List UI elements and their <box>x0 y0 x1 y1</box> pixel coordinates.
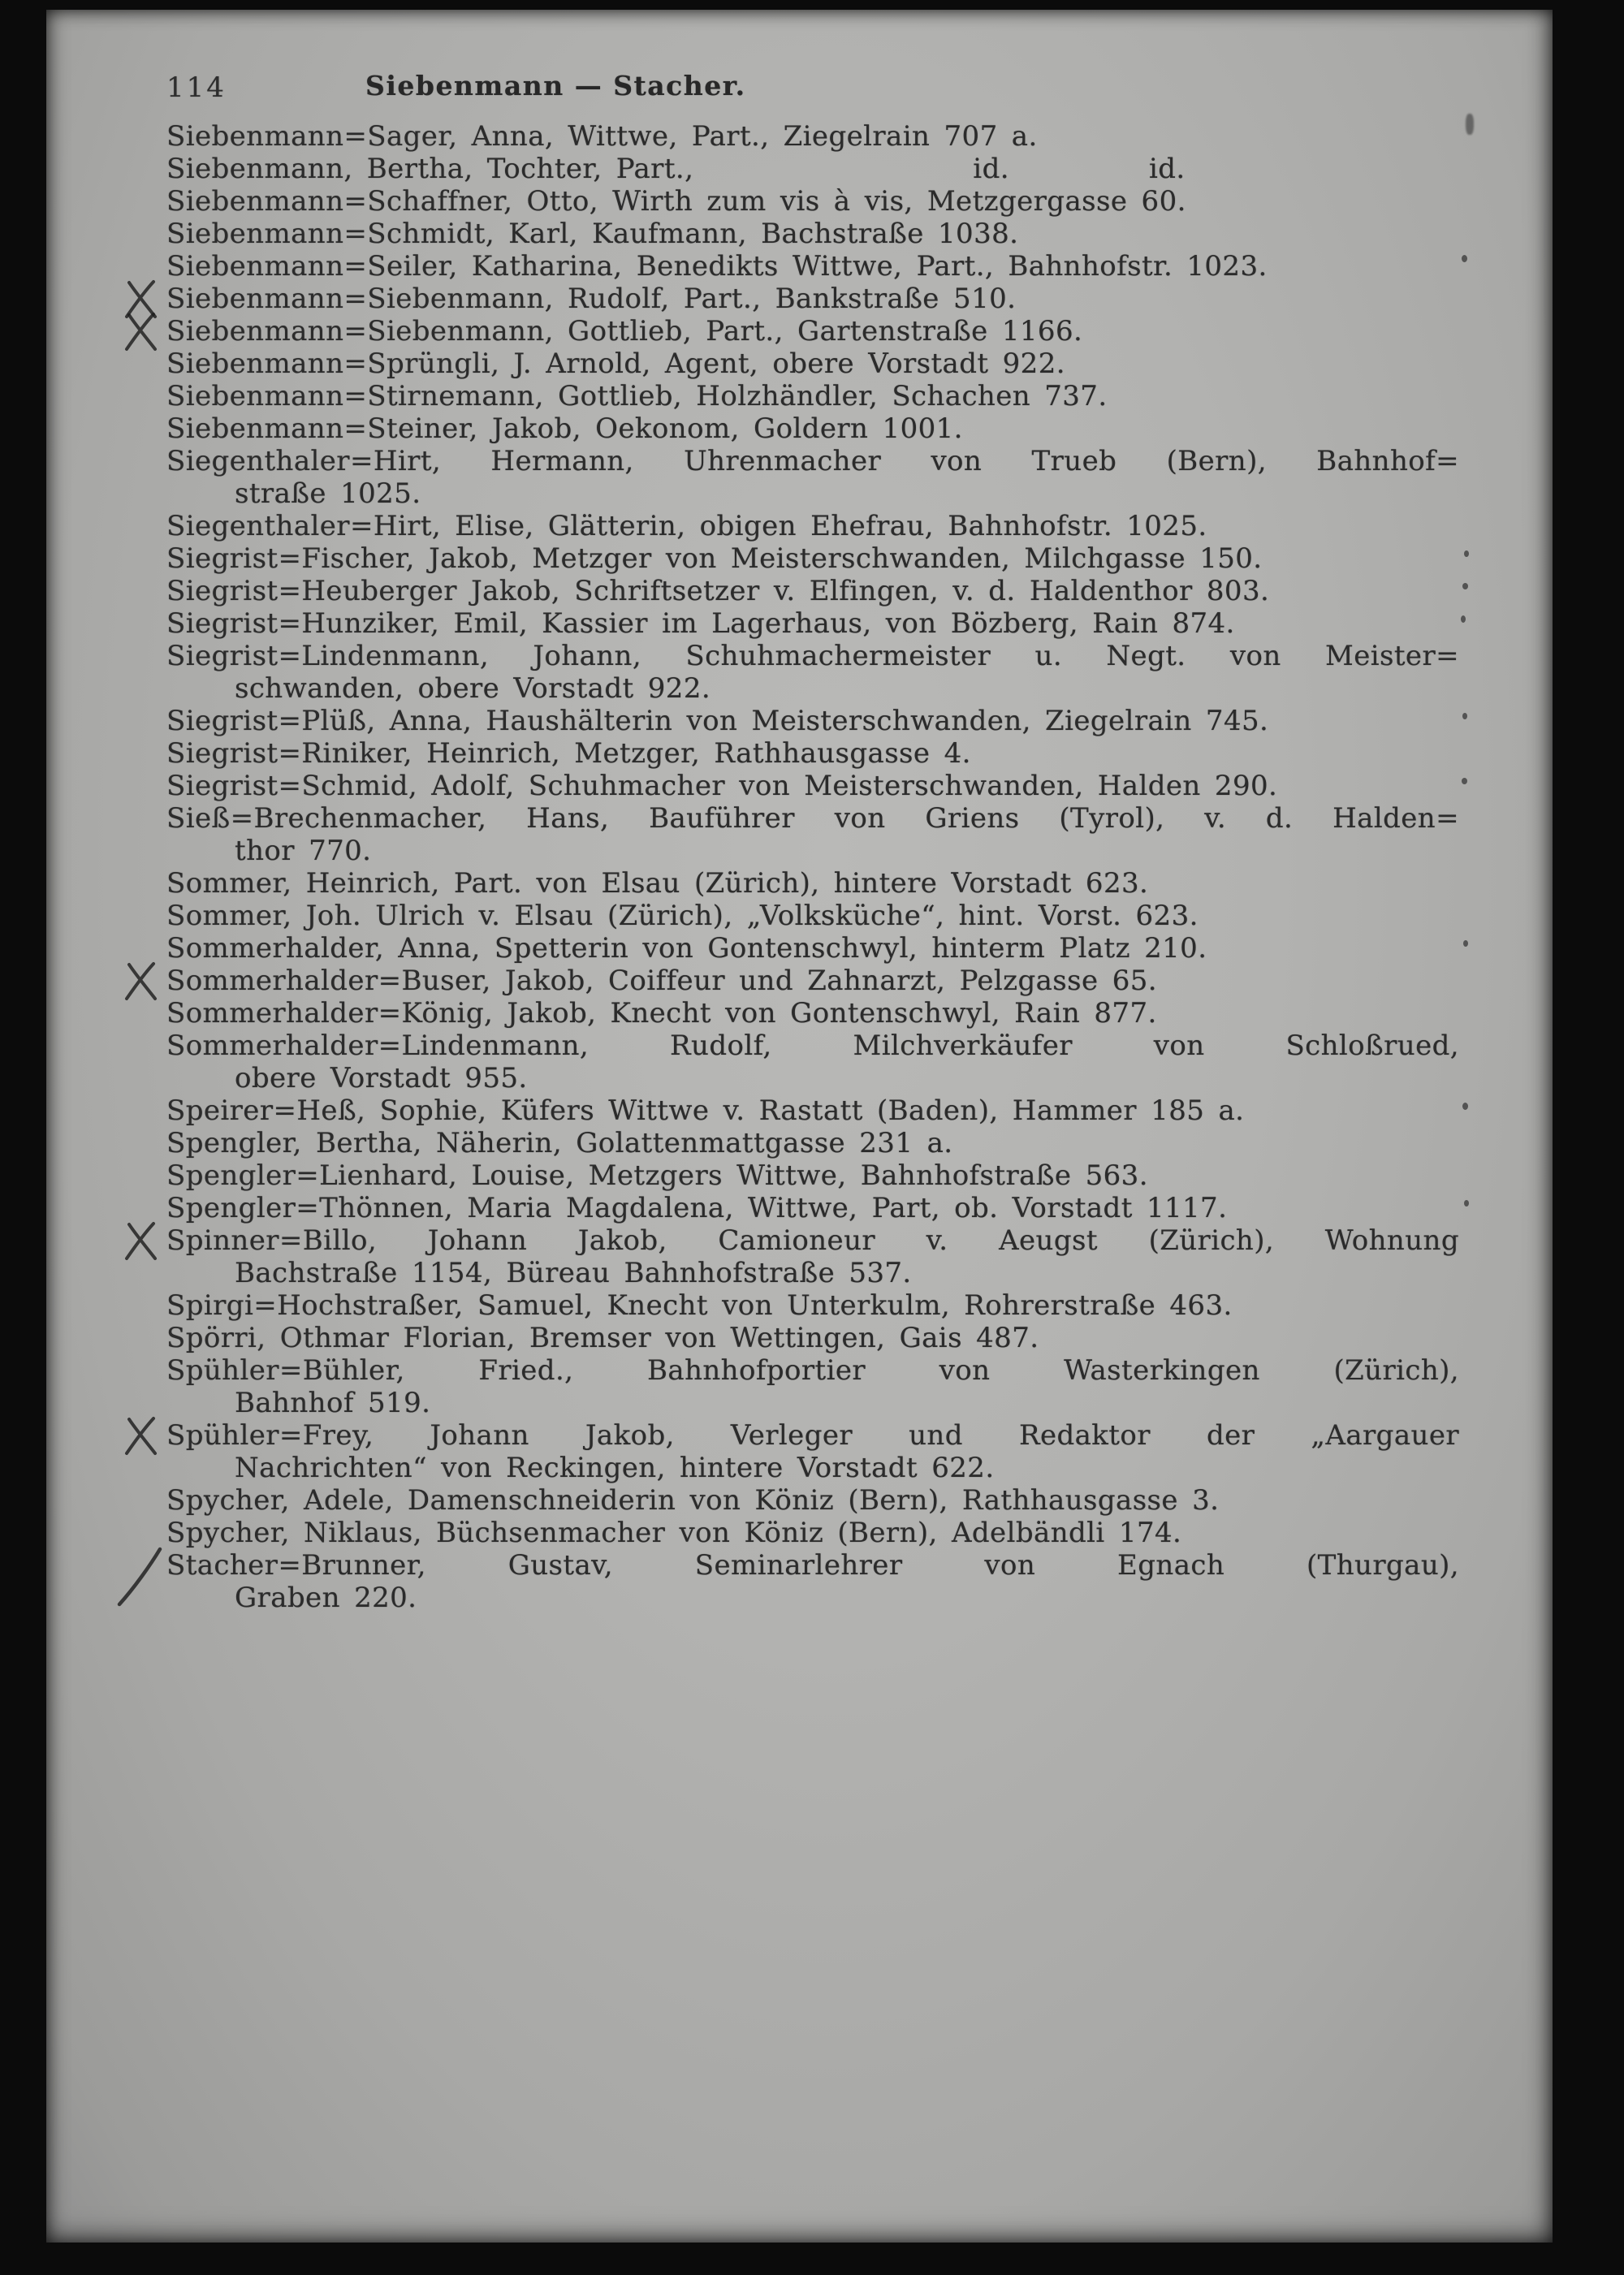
directory-entry <box>166 445 1459 510</box>
directory-entry <box>166 542 1459 575</box>
directory-entry <box>166 737 1459 770</box>
directory-entry <box>166 802 1459 867</box>
entry-line: Siebenmann=Stirnemann, Gottlieb, Holzhändler, Schachen 737. <box>166 380 1108 412</box>
entry-line: Spühler=Frey, Johann Jakob, Verleger und Redaktor der „Aargauer <box>166 1419 1459 1452</box>
entry-line: Siegenthaler=Hirt, Hermann, Uhrenmacher von Trueb (Bern), Bahnhof= <box>166 445 1459 477</box>
entry-line: Spühler=Bühler, Fried., Bahnhofportier von Wasterkingen (Zürich), <box>166 1354 1459 1387</box>
entry-line: thor 770. <box>235 835 372 867</box>
entry-line: Siebenmann=Seiler, Katharina, Benedikts Wittwe, Part., Bahnhofstr. 1023. <box>166 250 1268 283</box>
directory-entry <box>166 900 1459 932</box>
ink-speck <box>1462 583 1468 589</box>
entry-line: Graben 220. <box>235 1582 417 1614</box>
entry-line: Sommerhalder=Lindenmann, Rudolf, Milchverkäufer von Schloßrued, <box>166 1030 1459 1062</box>
handwritten-x-mark <box>123 311 160 355</box>
entry-line: Siegrist=Fischer, Jakob, Metzger von Meisterschwanden, Milchgasse 150. <box>166 542 1263 575</box>
entry-line: Spinner=Billo, Johann Jakob, Camioneur v. Aeugst (Zürich), Wohnung <box>166 1224 1459 1257</box>
entry-line: Siebenmann=Siebenmann, Rudolf, Part., Bankstraße 510. <box>166 283 1017 315</box>
ink-speck <box>1462 255 1467 262</box>
directory-entry <box>166 1517 1459 1549</box>
entry-line: Speirer=Heß, Sophie, Küfers Wittwe v. Rastatt (Baden), Hammer 185 a. <box>166 1094 1245 1127</box>
page-title: Siebenmann — Stacher. <box>365 70 746 101</box>
directory-entry <box>166 315 1459 348</box>
ink-speck <box>1464 1200 1469 1207</box>
directory-entry <box>166 770 1459 802</box>
entry-line: Sommerhalder=König, Jakob, Knecht von Gontenschwyl, Rain 877. <box>166 997 1157 1030</box>
directory-entry <box>166 120 1459 153</box>
directory-entry <box>166 997 1459 1030</box>
entry-line: Stacher=Brunner, Gustav, Seminarlehrer von Egnach (Thurgau), <box>166 1549 1459 1582</box>
directory-entry <box>166 575 1459 607</box>
ink-speck <box>1461 615 1466 623</box>
entry-line: Sommerhalder=Buser, Jakob, Coiffeur und Zahnarzt, Pelzgasse 65. <box>166 965 1157 997</box>
page-number: 114 <box>166 71 227 104</box>
directory-entry <box>166 153 1459 185</box>
entry-line: Siegrist=Plüß, Anna, Haushälterin von Meisterschwanden, Ziegelrain 745. <box>166 705 1269 737</box>
directory-entry <box>166 1549 1459 1614</box>
directory-entry <box>166 1289 1459 1322</box>
entry-line: Siegrist=Heuberger Jakob, Schriftsetzer v. Elfingen, v. d. Haldenthor 803. <box>166 575 1270 607</box>
entry-line: Spirgi=Hochstraßer, Samuel, Knecht von Unterkulm, Rohrerstraße 463. <box>166 1289 1233 1322</box>
directory-entry <box>166 607 1459 640</box>
paper-sheet <box>46 10 1553 2243</box>
page-header <box>166 70 1459 107</box>
directory-entry <box>166 1322 1459 1354</box>
entries <box>166 120 1459 1614</box>
directory-entry <box>166 185 1459 218</box>
directory-entry <box>166 1224 1459 1289</box>
entry-line: Nachrichten“ von Reckingen, hintere Vorstadt 622. <box>235 1452 995 1484</box>
directory-entry <box>166 250 1459 283</box>
directory-entry <box>166 1094 1459 1127</box>
directory-entry <box>166 1354 1459 1419</box>
entry-line: Siebenmann=Steiner, Jakob, Oekonom, Goldern 1001. <box>166 412 963 445</box>
directory-entry <box>166 1127 1459 1159</box>
directory-entry <box>166 412 1459 445</box>
handwritten-x-mark <box>123 278 160 322</box>
handwritten-x-mark <box>123 1220 160 1264</box>
margin-smudge <box>1466 114 1474 135</box>
directory-entry <box>166 1484 1459 1517</box>
entry-line: Bahnhof 519. <box>235 1387 431 1419</box>
entry-line: Sommer, Joh. Ulrich v. Elsau (Zürich), „Volksküche“, hint. Vorst. 623. <box>166 900 1199 932</box>
entry-line: schwanden, obere Vorstadt 922. <box>235 672 711 705</box>
ink-speck <box>1462 1103 1468 1110</box>
entry-line: obere Vorstadt 955. <box>235 1062 528 1094</box>
entry-line: Siegrist=Riniker, Heinrich, Metzger, Rathhausgasse 4. <box>166 737 971 770</box>
directory-entry <box>166 1030 1459 1094</box>
ink-speck <box>1462 713 1467 719</box>
entry-line: straße 1025. <box>235 477 421 510</box>
directory-entry <box>166 510 1459 542</box>
entry-line: Sommer, Heinrich, Part. von Elsau (Zürich), hintere Vorstadt 623. <box>166 867 1149 900</box>
entry-line: Spengler=Lienhard, Louise, Metzgers Wittwe, Bahnhofstraße 563. <box>166 1159 1148 1192</box>
directory-entry <box>166 380 1459 412</box>
directory-entry <box>166 1159 1459 1192</box>
directory-entry <box>166 640 1459 705</box>
directory-entry <box>166 867 1459 900</box>
entry-line: Siegrist=Schmid, Adolf, Schuhmacher von Meisterschwanden, Halden 290. <box>166 770 1278 802</box>
entry-line: Siebenmann=Schaffner, Otto, Wirth zum vis à vis, Metzgergasse 60. <box>166 185 1186 218</box>
entry-line: Siebenmann=Sprüngli, J. Arnold, Agent, obere Vorstadt 922. <box>166 348 1065 380</box>
entry-line: Siebenmann=Schmidt, Karl, Kaufmann, Bachstraße 1038. <box>166 218 1019 250</box>
entry-line: Bachstraße 1154, Büreau Bahnhofstraße 537. <box>235 1257 912 1289</box>
entry-line: Siegrist=Lindenmann, Johann, Schuhmachermeister u. Negt. von Meister= <box>166 640 1459 672</box>
entry-line: Siegenthaler=Hirt, Elise, Glätterin, obigen Ehefrau, Bahnhofstr. 1025. <box>166 510 1207 542</box>
ink-speck <box>1462 778 1467 784</box>
directory-entry <box>166 348 1459 380</box>
entry-line: Siebenmann=Sager, Anna, Wittwe, Part., Ziegelrain 707 a. <box>166 120 1038 153</box>
entry-line: Spycher, Niklaus, Büchsenmacher von Köniz (Bern), Adelbändli 174. <box>166 1517 1182 1549</box>
directory-entry <box>166 283 1459 315</box>
entry-line: Siegrist=Hunziker, Emil, Kassier im Lagerhaus, von Bözberg, Rain 874. <box>166 607 1235 640</box>
entry-line: Spengler, Bertha, Näherin, Golattenmattgasse 231 a. <box>166 1127 953 1159</box>
entry-line: Spengler=Thönnen, Maria Magdalena, Wittwe, Part, ob. Vorstadt 1117. <box>166 1192 1228 1224</box>
entry-line: Siebenmann=Siebenmann, Gottlieb, Part., Gartenstraße 1166. <box>166 315 1083 348</box>
directory-entry <box>166 705 1459 737</box>
directory-entry <box>166 932 1459 965</box>
ink-speck <box>1464 550 1469 557</box>
entry-line: Siebenmann, Bertha, Tochter, Part., id. id. <box>166 153 1186 185</box>
handwritten-slash-mark <box>116 1546 163 1608</box>
ink-speck <box>1463 940 1468 947</box>
entry-line: Sieß=Brechenmacher, Hans, Bauführer von Griens (Tyrol), v. d. Halden= <box>166 802 1459 835</box>
directory-entry <box>166 1419 1459 1484</box>
handwritten-x-mark <box>123 961 160 1004</box>
directory-entry <box>166 965 1459 997</box>
entry-line: Spörri, Othmar Florian, Bremser von Wettingen, Gais 487. <box>166 1322 1039 1354</box>
directory-entry <box>166 1192 1459 1224</box>
handwritten-x-mark <box>123 1415 160 1459</box>
entry-line: Sommerhalder, Anna, Spetterin von Gontenschwyl, hinterm Platz 210. <box>166 932 1207 965</box>
directory-entry <box>166 218 1459 250</box>
entry-line: Spycher, Adele, Damenschneiderin von Köniz (Bern), Rathhausgasse 3. <box>166 1484 1220 1517</box>
